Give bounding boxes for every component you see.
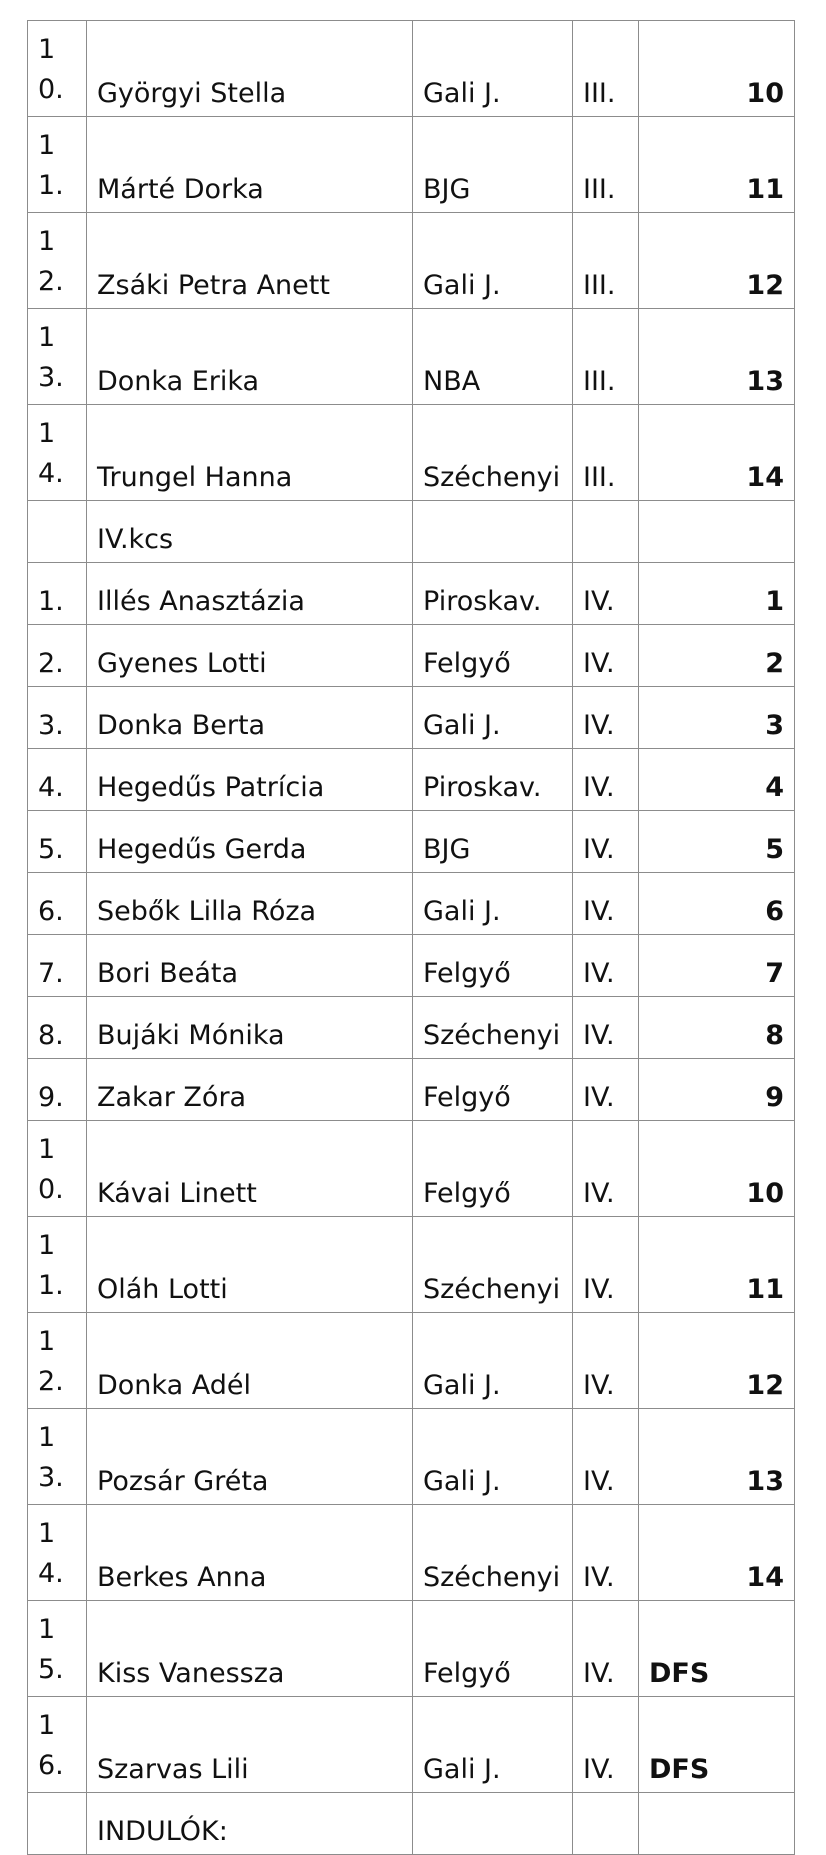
table-row — [28, 811, 795, 873]
name-cell: Bujáki Mónika — [87, 997, 413, 1059]
category-cell: IV. — [573, 811, 639, 873]
result-cell: 5 — [639, 811, 795, 873]
table-row — [28, 21, 795, 117]
result-cell: 10 — [639, 1121, 795, 1217]
club-cell: Gali J. — [413, 873, 573, 935]
rank-cell: 6. — [28, 873, 87, 935]
table-row — [28, 749, 795, 811]
club-cell — [413, 1793, 573, 1855]
table-row — [28, 1409, 795, 1505]
club-cell: Felgyő — [413, 1121, 573, 1217]
category-cell: III. — [573, 309, 639, 405]
name-cell: Márté Dorka — [87, 117, 413, 213]
result-cell: 14 — [639, 405, 795, 501]
name-cell: Donka Berta — [87, 687, 413, 749]
club-cell: BJG — [413, 811, 573, 873]
club-cell: Gali J. — [413, 1697, 573, 1793]
name-cell: Sebők Lilla Róza — [87, 873, 413, 935]
rank-cell — [28, 1793, 87, 1855]
category-cell: IV. — [573, 1217, 639, 1313]
table-row — [28, 309, 795, 405]
rank-cell: 10. — [28, 21, 87, 117]
club-cell: Gali J. — [413, 1313, 573, 1409]
name-cell: Illés Anasztázia — [87, 563, 413, 625]
club-cell: Gali J. — [413, 213, 573, 309]
table-row — [28, 625, 795, 687]
table-row — [28, 1697, 795, 1793]
table-row — [28, 1217, 795, 1313]
table-row — [28, 563, 795, 625]
rank-cell: 10. — [28, 1121, 87, 1217]
rank-cell: 1. — [28, 563, 87, 625]
result-cell: 1 — [639, 563, 795, 625]
table-row — [28, 1313, 795, 1409]
name-cell: Oláh Lotti — [87, 1217, 413, 1313]
table-row — [28, 1505, 795, 1601]
club-cell: Felgyő — [413, 625, 573, 687]
category-cell: IV. — [573, 625, 639, 687]
rank-cell: 12. — [28, 213, 87, 309]
name-cell: Trungel Hanna — [87, 405, 413, 501]
result-cell: 2 — [639, 625, 795, 687]
result-cell: 8 — [639, 997, 795, 1059]
rank-cell: 7. — [28, 935, 87, 997]
rank-cell: 12. — [28, 1313, 87, 1409]
result-cell: 3 — [639, 687, 795, 749]
result-cell: 12 — [639, 1313, 795, 1409]
name-cell: Szarvas Lili — [87, 1697, 413, 1793]
result-cell: 9 — [639, 1059, 795, 1121]
category-cell: IV. — [573, 1059, 639, 1121]
table-row — [28, 405, 795, 501]
club-cell — [413, 501, 573, 563]
club-cell: Széchenyi — [413, 1217, 573, 1313]
name-cell: Györgyi Stella — [87, 21, 413, 117]
name-cell: Berkes Anna — [87, 1505, 413, 1601]
result-cell: 7 — [639, 935, 795, 997]
name-cell: Zsáki Petra Anett — [87, 213, 413, 309]
club-cell: Piroskav. — [413, 563, 573, 625]
category-cell — [573, 1793, 639, 1855]
category-cell: III. — [573, 117, 639, 213]
table-row — [28, 1601, 795, 1697]
category-cell: III. — [573, 213, 639, 309]
result-cell — [639, 501, 795, 563]
club-cell: Gali J. — [413, 21, 573, 117]
category-cell: IV. — [573, 1121, 639, 1217]
rank-cell: 2. — [28, 625, 87, 687]
result-cell: 13 — [639, 309, 795, 405]
rank-cell: 16. — [28, 1697, 87, 1793]
category-cell: III. — [573, 21, 639, 117]
rank-cell: 4. — [28, 749, 87, 811]
rank-cell: 9. — [28, 1059, 87, 1121]
club-cell: Gali J. — [413, 1409, 573, 1505]
category-cell: IV. — [573, 935, 639, 997]
result-cell: 10 — [639, 21, 795, 117]
name-cell: IV.kcs — [87, 501, 413, 563]
name-cell: Zakar Zóra — [87, 1059, 413, 1121]
results-table — [27, 20, 795, 1855]
rank-cell: 14. — [28, 1505, 87, 1601]
club-cell: Felgyő — [413, 1059, 573, 1121]
result-cell: 14 — [639, 1505, 795, 1601]
rank-cell — [28, 501, 87, 563]
category-cell — [573, 501, 639, 563]
name-cell: Donka Adél — [87, 1313, 413, 1409]
club-cell: Széchenyi — [413, 997, 573, 1059]
result-cell: DFS — [639, 1697, 795, 1793]
rank-cell: 15. — [28, 1601, 87, 1697]
table-row — [28, 935, 795, 997]
category-cell: IV. — [573, 1409, 639, 1505]
rank-cell: 3. — [28, 687, 87, 749]
rank-cell: 11. — [28, 117, 87, 213]
result-cell — [639, 1793, 795, 1855]
category-cell: IV. — [573, 873, 639, 935]
rank-cell: 13. — [28, 309, 87, 405]
result-cell: 11 — [639, 1217, 795, 1313]
club-cell: Piroskav. — [413, 749, 573, 811]
name-cell: Donka Erika — [87, 309, 413, 405]
rank-cell: 11. — [28, 1217, 87, 1313]
category-cell: III. — [573, 405, 639, 501]
name-cell: Pozsár Gréta — [87, 1409, 413, 1505]
category-cell: IV. — [573, 1601, 639, 1697]
name-cell: Hegedűs Patrícia — [87, 749, 413, 811]
category-cell: IV. — [573, 749, 639, 811]
category-cell: IV. — [573, 687, 639, 749]
table-row — [28, 997, 795, 1059]
club-cell: Széchenyi — [413, 1505, 573, 1601]
table-row — [28, 1793, 795, 1855]
name-cell: Kiss Vanessza — [87, 1601, 413, 1697]
table-row — [28, 687, 795, 749]
club-cell: BJG — [413, 117, 573, 213]
result-cell: 13 — [639, 1409, 795, 1505]
result-cell: 11 — [639, 117, 795, 213]
name-cell: INDULÓK: — [87, 1793, 413, 1855]
table-row — [28, 213, 795, 309]
rank-cell: 8. — [28, 997, 87, 1059]
table-row — [28, 117, 795, 213]
rank-cell: 13. — [28, 1409, 87, 1505]
club-cell: Széchenyi — [413, 405, 573, 501]
name-cell: Hegedűs Gerda — [87, 811, 413, 873]
club-cell: Gali J. — [413, 687, 573, 749]
club-cell: Felgyő — [413, 1601, 573, 1697]
table-row — [28, 1059, 795, 1121]
category-cell: IV. — [573, 1505, 639, 1601]
name-cell: Bori Beáta — [87, 935, 413, 997]
table-row — [28, 873, 795, 935]
result-cell: DFS — [639, 1601, 795, 1697]
club-cell: NBA — [413, 309, 573, 405]
name-cell: Gyenes Lotti — [87, 625, 413, 687]
result-cell: 4 — [639, 749, 795, 811]
result-cell: 12 — [639, 213, 795, 309]
results-table-body — [28, 21, 795, 1855]
name-cell: Kávai Linett — [87, 1121, 413, 1217]
table-row — [28, 1121, 795, 1217]
category-cell: IV. — [573, 1313, 639, 1409]
result-cell: 6 — [639, 873, 795, 935]
rank-cell: 14. — [28, 405, 87, 501]
category-cell: IV. — [573, 1697, 639, 1793]
club-cell: Felgyő — [413, 935, 573, 997]
category-cell: IV. — [573, 563, 639, 625]
table-row — [28, 501, 795, 563]
rank-cell: 5. — [28, 811, 87, 873]
category-cell: IV. — [573, 997, 639, 1059]
